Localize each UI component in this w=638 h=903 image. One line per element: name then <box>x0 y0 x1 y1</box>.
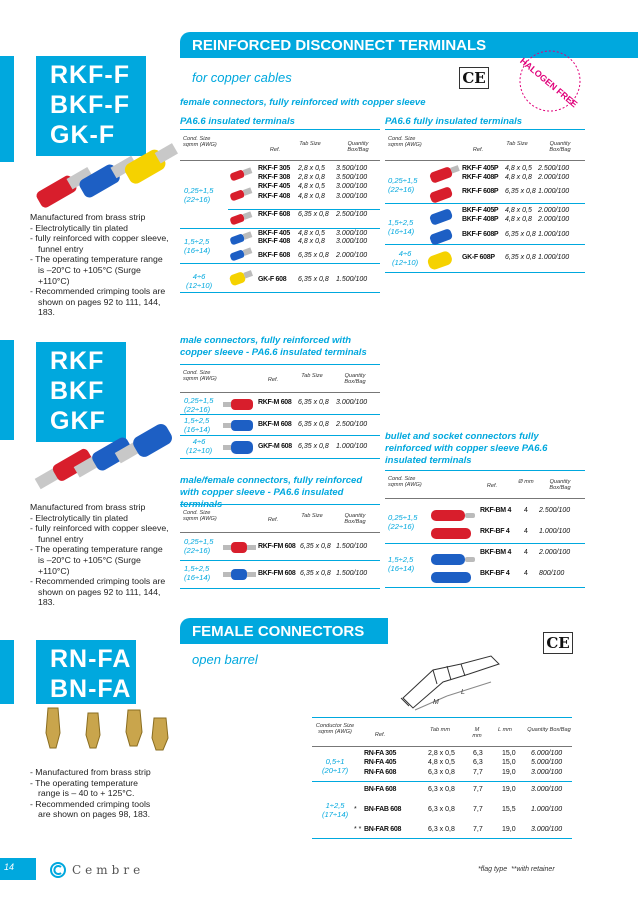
tab-cell: 4,8 x 0,5 <box>428 759 455 766</box>
rule <box>385 272 585 273</box>
rule <box>385 498 585 499</box>
rule <box>180 560 380 561</box>
ref-cell: BKF-F 608P <box>462 231 499 238</box>
cond-size: 0,5÷1 (20÷17) <box>322 757 349 775</box>
qty-cell: 800/100 <box>539 570 565 577</box>
tab-cell: 6,35 x 0,8 <box>300 543 331 550</box>
female-title: female connectors, fully reinforced with copper sleeve <box>180 97 426 108</box>
cond-size: 4÷6 (12÷10) <box>186 437 213 455</box>
tab-cell: 6,35 x 0,8 <box>505 231 536 238</box>
qty-cell: 2.000/100 <box>538 216 570 223</box>
qty-cell: 1.000/100 <box>538 254 570 261</box>
col-qty: Quantity Box/Bag <box>344 373 366 386</box>
l-cell: 19,0 <box>502 769 516 776</box>
tab-cell: 4,8 x 0,8 <box>298 193 325 200</box>
cond-size: 0,25÷1,5 (22÷16) <box>388 513 418 531</box>
ref-cell: BKF-F 408P <box>462 216 499 223</box>
brand-name: Cembre <box>72 863 145 877</box>
qty-cell: 2.000/100 <box>538 174 570 181</box>
rule <box>180 292 380 293</box>
product-name: BKF <box>50 377 105 405</box>
terminal-icon-red <box>428 184 462 204</box>
col-ref: Ref. <box>486 483 498 489</box>
ref-cell: BKF-M 608 <box>258 421 292 428</box>
ref-cell: BKF-F 408 <box>258 238 290 245</box>
col-ref: Ref. <box>472 147 484 153</box>
bullet-icon-red <box>425 504 481 542</box>
ref-cell: RKF-FM 608 <box>258 543 296 550</box>
side-accent-bar-2 <box>0 340 14 440</box>
cond-size: 0,25÷1,5 (22÷16) <box>184 537 214 555</box>
tab-cell: 6,35 x 0,8 <box>298 421 329 428</box>
col-ref: Ref. <box>374 732 386 738</box>
rule <box>180 435 380 436</box>
qty-cell: 1.500/100 <box>336 543 368 550</box>
rule <box>385 470 585 471</box>
tab-cell: 6,35 x 0,8 <box>298 211 329 218</box>
terminal-icon-red <box>228 186 254 202</box>
description-line: - Recommended crimping tools are shown on pages 92 to 111, 144, 183. <box>30 576 166 608</box>
tab-cell: 4,8 x 0,5 <box>505 165 532 172</box>
ref-cell: RKF-F 405 <box>258 183 290 190</box>
col-cond: Cond. Size sqmm (AWG) <box>388 136 422 149</box>
product-photo-open-barrel <box>30 698 180 758</box>
product-name: GK-F <box>50 121 116 149</box>
l-cell: 19,0 <box>502 826 516 833</box>
tab-cell: 6,3 x 0,8 <box>428 826 455 833</box>
terminal-icon-blue <box>228 246 254 262</box>
l-cell: 19,0 <box>502 786 516 793</box>
qty-cell: 3.000/100 <box>531 786 563 793</box>
product-name: BN-FA <box>50 675 132 703</box>
tab-cell: 2,8 x 0,8 <box>298 174 325 181</box>
qty-cell: 1.000/100 <box>539 528 571 535</box>
tab-cell: 6,35 x 0,8 <box>505 254 536 261</box>
ref-cell: BKF-F 405P <box>462 207 499 214</box>
tab-cell: 4,8 x 0,8 <box>298 238 325 245</box>
product-photo-female-connectors <box>30 135 180 210</box>
product-name: RKF <box>50 347 105 375</box>
col-conductor: Conductor Size sqmm (AWG) <box>315 723 355 736</box>
terminal-icon-red <box>228 166 254 182</box>
rule <box>385 244 585 245</box>
diagram-label-m: M <box>433 699 439 706</box>
ref-cell: BKF-FM 608 <box>258 570 296 577</box>
col-tab: Tab Size <box>299 141 321 147</box>
description-line: Manufactured from brass strip <box>30 212 146 222</box>
l-cell: 15,5 <box>502 806 516 813</box>
cond-size: 1,5÷2,5 (16÷14) <box>388 555 415 573</box>
m-cell: 6,3 <box>473 759 483 766</box>
terminal-icon-red <box>428 164 462 184</box>
male-female-title: male/female connectors, fully reinforced with copper sleeve - PA6.6 insulated <box>180 475 363 498</box>
tab-cell: 4,8 x 0,5 <box>505 207 532 214</box>
col-ref: Ref. <box>269 147 281 153</box>
side-accent-bar-1 <box>0 56 14 162</box>
col-qty: Quantity Box/Bag <box>527 727 571 733</box>
ref-cell: RN-FA 305 <box>364 750 397 757</box>
section-header-female: FEMALE CONNECTORS <box>180 618 388 644</box>
rule <box>385 129 585 130</box>
qty-cell: 3.000/100 <box>336 238 368 245</box>
product-description-1 <box>30 212 170 318</box>
svg-text:HALOGEN FREE: HALOGEN FREE <box>518 55 580 110</box>
product-name: RN-FA <box>50 645 132 673</box>
qty-cell: 1.500/100 <box>336 276 368 283</box>
col-l: L mm <box>498 727 512 733</box>
diagram-label-l: L <box>461 689 465 696</box>
cond-size: 4÷6 (12÷10) <box>392 249 419 267</box>
dia-cell: 4 <box>524 528 528 535</box>
product-name-block-3 <box>36 640 136 704</box>
terminal-icon-red <box>222 538 258 558</box>
bullet-title: bullet and socket connectors fully reinforced with copper sleeve PA6.6 insulated terminals <box>385 431 548 466</box>
qty-cell: 2.500/100 <box>336 421 368 428</box>
rule <box>312 717 572 718</box>
qty-cell: 1.000/100 <box>538 231 570 238</box>
dia-cell: 4 <box>524 507 528 514</box>
ref-cell: RKF-F 405P <box>462 165 499 172</box>
qty-cell: 5.000/100 <box>531 759 563 766</box>
col-ref: Ref. <box>267 517 279 523</box>
qty-cell: 3.500/100 <box>336 174 368 181</box>
terminal-icon-blue <box>222 565 258 585</box>
ref-cell: RKF-F 308 <box>258 174 290 181</box>
section-subtitle: open barrel <box>192 652 258 667</box>
terminal-icon-yellow <box>228 268 254 288</box>
qty-cell: 3.000/100 <box>531 769 563 776</box>
ce-mark-icon: CE <box>543 632 573 654</box>
product-name: RKF-F <box>50 61 130 89</box>
m-cell: 7,7 <box>473 769 483 776</box>
tab-cell: 6,35 x 0,8 <box>298 443 329 450</box>
col-qty: Quantity Box/Bag <box>344 513 366 526</box>
qty-cell: 2.500/100 <box>538 165 570 172</box>
qty-cell: 2.000/100 <box>336 252 368 259</box>
open-barrel-diagram <box>395 646 505 716</box>
ref-cell: RKF-BF 4 <box>480 528 510 535</box>
col-qty: Quantity Box/Bag <box>549 141 571 154</box>
tab-cell: 4,8 x 0,8 <box>505 174 532 181</box>
qty-cell: 2.000/100 <box>538 207 570 214</box>
description-line: - fully reinforced with copper sleeve, funnel entry <box>30 523 169 544</box>
tab-cell: 6,35 x 0,8 <box>505 188 536 195</box>
rule <box>385 203 585 204</box>
ref-cell: BN-FAB 608 <box>364 806 402 813</box>
page-number: 14 <box>4 862 15 872</box>
pa66-fully-title: PA6.6 fully insulated terminals <box>385 116 523 127</box>
tab-cell: 2,8 x 0,5 <box>428 750 455 757</box>
m-cell: 7,7 <box>473 826 483 833</box>
ref-cell: BN-FA 608 <box>364 786 397 793</box>
product-name: BKF-F <box>50 91 130 119</box>
description-line: - The operating temperature range is – 40 to + 125°C. <box>30 777 139 799</box>
terminal-icon-red <box>228 210 254 226</box>
col-tab: Tab Size <box>301 373 323 379</box>
cond-size: 1,5÷2,5 (16÷14) <box>184 416 211 434</box>
terminal-icon-blue <box>428 226 462 246</box>
rule <box>180 392 380 393</box>
qty-cell: 1.500/100 <box>336 570 368 577</box>
rule <box>180 458 380 459</box>
cond-size: 0,25÷1,5 (22÷16) <box>388 176 418 194</box>
rule <box>180 504 380 505</box>
rule <box>180 588 380 589</box>
col-ref: Ref. <box>267 377 279 383</box>
terminal-icon-blue <box>222 440 256 456</box>
footer-note: *flag type **with retainer <box>478 866 555 873</box>
qty-cell: 2.000/100 <box>539 549 571 556</box>
ref-cell: RKF-F 305 <box>258 165 290 172</box>
ce-mark-icon: CE <box>459 67 489 89</box>
rule <box>180 263 380 264</box>
description-line: - fully reinforced with copper sleeve, funnel entry <box>30 233 169 254</box>
ref-cell: BN-FAR 608 <box>364 826 402 833</box>
cond-size: 1,5÷2,5 (16÷14) <box>184 237 211 255</box>
rule <box>180 160 380 161</box>
ref-cell: RKF-F 608P <box>462 188 499 195</box>
qty-cell: 3.000/100 <box>336 230 368 237</box>
cond-size: 1,5÷2,5 (16÷14) <box>184 564 211 582</box>
ref-cell: GK-F 608 <box>258 276 287 283</box>
cond-size: 4÷6 (12÷10) <box>186 272 213 290</box>
cond-size: 0,25÷1,5 (22÷16) <box>184 186 214 204</box>
qty-cell: 3.000/100 <box>336 183 368 190</box>
col-cond: Cond. Size sqmm (AWG) <box>183 510 217 523</box>
ref-cell: BKF-F 608 <box>258 252 290 259</box>
tab-cell: 4,8 x 0,8 <box>505 216 532 223</box>
tab-cell: 6,35 x 0,8 <box>298 399 329 406</box>
col-tab: Tab Size <box>506 141 528 147</box>
terminal-icon-yellow <box>426 248 462 272</box>
m-cell: 7,7 <box>473 806 483 813</box>
description-line: - Recommended crimping tools are shown on pages 98, 183. <box>30 798 151 820</box>
ref-cell: RKF-F 408P <box>462 174 499 181</box>
ref-cell: BKF-BM 4 <box>480 549 512 556</box>
rule <box>180 364 380 365</box>
section-header-reinforced: REINFORCED DISCONNECT TERMINALS <box>180 32 638 58</box>
rule <box>180 414 380 415</box>
tab-cell: 6,35 x 0,8 <box>300 570 331 577</box>
ref-cell: RKF-F 608 <box>258 211 290 218</box>
col-cond: Cond. Size sqmm (AWG) <box>388 476 422 489</box>
description-line: - Manufactured from brass strip <box>30 767 151 777</box>
col-dia: Ø mm <box>518 479 534 485</box>
side-accent-bar-3 <box>0 640 14 704</box>
col-m: M mm <box>472 727 482 740</box>
qty-cell: 2.500/100 <box>336 211 368 218</box>
tab-cell: 2,8 x 0,5 <box>298 165 325 172</box>
rule <box>385 587 585 588</box>
description-line: - The operating temperature range is –20°C to +105°C (Surge +110°C) <box>30 544 163 576</box>
cembre-logo-icon <box>50 862 66 878</box>
tab-cell: 4,8 x 0,5 <box>298 230 325 237</box>
qty-cell: 2.500/100 <box>539 507 571 514</box>
product-photo-male-connectors <box>30 420 180 495</box>
m-cell: 7,7 <box>473 786 483 793</box>
description-line: - Electrolytically tin plated <box>30 512 129 523</box>
terminal-icon-blue <box>428 206 462 226</box>
cond-size: 0,25÷1,5 (22÷16) <box>184 396 214 414</box>
ref-cell: BKF-F 405 <box>258 230 290 237</box>
col-tab: Tab mm <box>430 727 450 733</box>
description-line: - Recommended crimping tools are shown on pages 92 to 111, 144, 183. <box>30 286 166 318</box>
rule <box>180 228 380 229</box>
product-description-2 <box>30 502 170 608</box>
qty-cell: 1.000/100 <box>336 443 368 450</box>
tab-cell: 6,3 x 0,8 <box>428 786 455 793</box>
terminal-icon-blue <box>228 230 254 246</box>
section-subtitle: for copper cables <box>192 70 292 85</box>
halogen-free-seal <box>515 46 585 116</box>
mark-cell: * * <box>354 826 362 833</box>
mark-cell: * <box>354 806 357 813</box>
col-cond: Cond. Size sqmm (AWG) <box>183 370 217 383</box>
qty-cell: 3.000/100 <box>531 826 563 833</box>
rule <box>180 129 380 130</box>
m-cell: 6,3 <box>473 750 483 757</box>
qty-cell: 3.000/100 <box>336 399 368 406</box>
description-line: - The operating temperature range is –20°C to +105°C (Surge +110°C) <box>30 254 163 286</box>
tab-cell: 4,8 x 0,5 <box>298 183 325 190</box>
l-cell: 15,0 <box>502 759 516 766</box>
col-tab: Tab Size <box>301 513 323 519</box>
col-cond: Cond. Size sqmm (AWG) <box>183 136 217 149</box>
rule <box>312 838 572 839</box>
product-name: GKF <box>50 407 106 435</box>
terminal-icon-red <box>222 397 256 413</box>
col-qty: Quantity Box/Bag <box>347 141 369 154</box>
rule <box>312 746 572 747</box>
ref-cell: RKF-M 608 <box>258 399 292 406</box>
ref-cell: RN-FA 405 <box>364 759 397 766</box>
bullet-icon-blue <box>425 548 481 586</box>
l-cell: 15,0 <box>502 750 516 757</box>
tab-cell: 6,3 x 0,8 <box>428 806 455 813</box>
qty-cell: 3.000/100 <box>336 193 368 200</box>
tab-cell: 6,35 x 0,8 <box>298 276 329 283</box>
rule <box>385 160 585 161</box>
cond-size: 1,5÷2,5 (16÷14) <box>388 218 415 236</box>
tab-cell: 6,35 x 0,8 <box>298 252 329 259</box>
qty-cell: 3.500/100 <box>336 165 368 172</box>
ref-cell: RKF-F 408 <box>258 193 290 200</box>
rule <box>385 543 585 544</box>
description-line: Manufactured from brass strip <box>30 502 146 512</box>
ref-cell: GK-F 608P <box>462 254 495 261</box>
qty-cell: 6.000/100 <box>531 750 563 757</box>
ref-cell: GKF-M 608 <box>258 443 292 450</box>
qty-cell: 1.000/100 <box>531 806 563 813</box>
dia-cell: 4 <box>524 549 528 556</box>
qty-cell: 1.000/100 <box>538 188 570 195</box>
rule <box>180 532 380 533</box>
pa66-title: PA6.6 insulated terminals <box>180 116 295 127</box>
ref-cell: BKF-BF 4 <box>480 570 510 577</box>
rule <box>312 781 572 782</box>
ref-cell: RKF-BM 4 <box>480 507 512 514</box>
tab-cell: 6,3 x 0,8 <box>428 769 455 776</box>
product-description-3 <box>30 767 160 820</box>
terminal-icon-blue <box>222 418 256 434</box>
description-line: - Electrolytically tin plated <box>30 222 129 233</box>
dia-cell: 4 <box>524 570 528 577</box>
cond-size: 1÷2,5 (17÷14) <box>322 801 349 819</box>
ref-cell: RN-FA 608 <box>364 769 397 776</box>
male-title: male connectors, fully reinforced with copper sleeve - PA6.6 insulated terminals <box>180 335 367 358</box>
col-qty: Quantity Box/Bag <box>549 479 571 492</box>
